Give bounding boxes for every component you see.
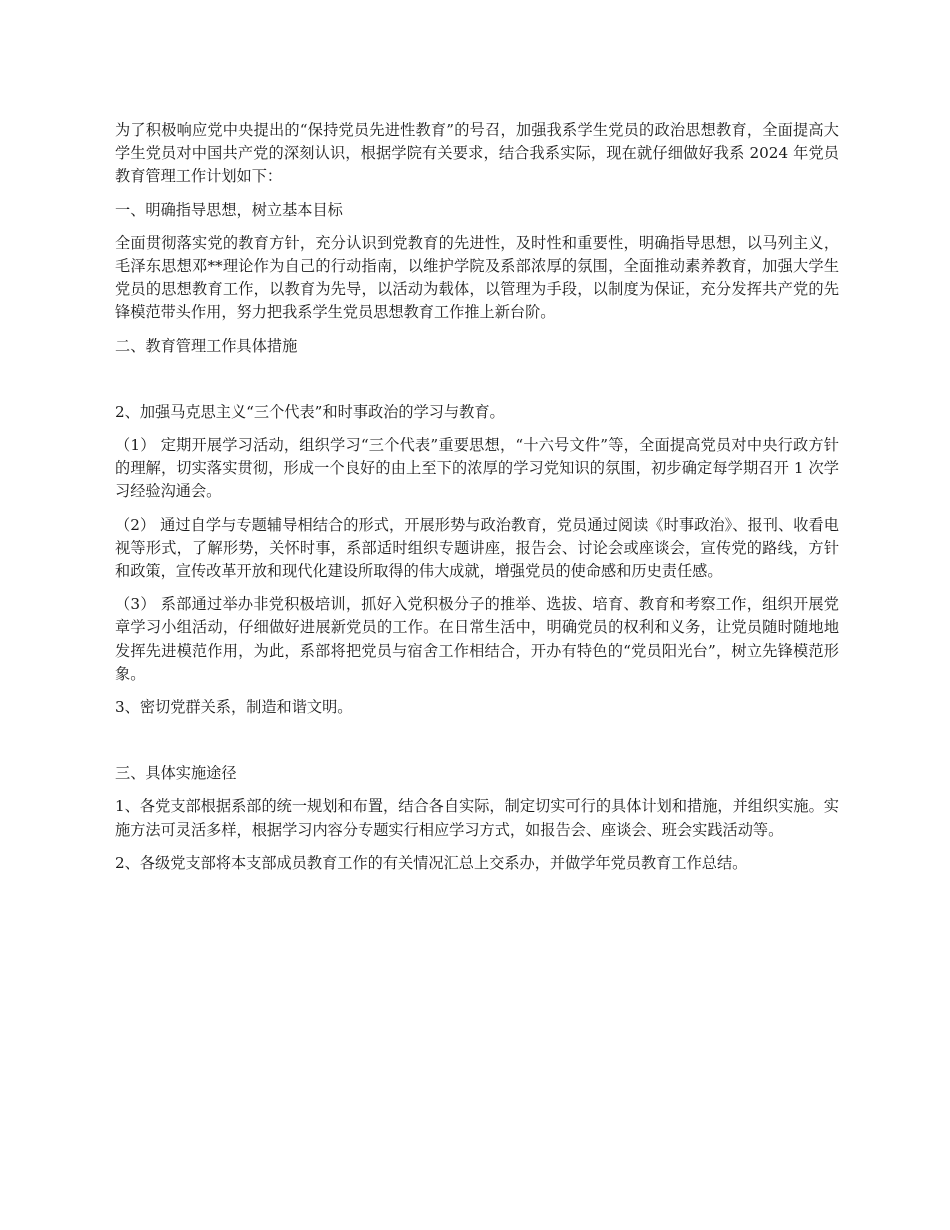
section-1-heading: 一、明确指导思想，树立基本目标 — [115, 200, 343, 219]
section-2-item-3: 3、密切党群关系，制造和谐文明。 — [115, 698, 353, 717]
section-3-item-1: 1、各党支部根据系部的统一规划和布置，结合各自实际，制定切实可行的具体计划和措施，并组织实施。实施方法可灵活多样，根据学习内容分专题实行相应学习方式，如报告会、座谈会、班会实践活动等。 — [115, 797, 839, 839]
section-3-heading: 三、具体实施途径 — [115, 764, 237, 783]
blank-spacer — [115, 729, 839, 762]
section-2-item-2: 2、加强马克思主义“三个代表”和时事政治的学习与教育。 — [115, 402, 505, 421]
blank-spacer — [115, 368, 839, 401]
section-2-sub-item-3: （3） 系部通过举办非党积极培训，抓好入党积极分子的推举、选拔、培育、教育和考察工作，组织开展党章学习小组活动，仔细做好进展新党员的工作。在日常生活中，明确党员的权利和义务，让党员随时随地地发挥先进模范作用，为此，系部将把党员与宿舍工作相结合，开办有特色的“党员阳光台”，树立先锋模范形象。 — [115, 595, 839, 683]
section-3-item-2: 2、各级党支部将本支部成员教育工作的有关情况汇总上交系办，并做学年党员教育工作总结。 — [115, 853, 748, 872]
section-2-sub-item-2: （2） 通过自学与专题辅导相结合的形式，开展形势与政治教育，党员通过阅读《时事政治》、报刊、收看电视等形式，了解形势，关怀时事，系部适时组织专题讲座，报告会、讨论会或座谈会，宣传党的路线，方针和政策，宣传改革开放和现代化建设所取得的伟大成就，增强党员的使命感和历史责任感。 — [115, 515, 839, 581]
section-2-sub-item-1: （1） 定期开展学习活动，组织学习“三个代表”重要思想，“十六号文件”等，全面提高党员对中央行政方针的理解，切实落实贯彻，形成一个良好的由上至下的浓厚的学习党知识的氛围，初步确定每学期召开 1 次学习经验沟通会。 — [115, 436, 839, 501]
intro-paragraph: 为了积极响应党中央提出的“保持党员先进性教育”的号召，加强我系学生党员的政治思想教育，全面提高大学生党员对中国共产党的深刻认识，根据学院有关要求，结合我系实际，现在就仔细做好我系 2024 年党员教育管理工作计划如下： — [115, 121, 839, 186]
section-1-body: 全面贯彻落实党的教育方针，充分认识到党教育的先进性，及时性和重要性，明确指导思想，以马列主义，毛泽东思想邓**理论作为自己的行动指南，以维护学院及系部浓厚的氛围，全面推动素养教育，加强大学生党员的思想教育工作，以教育为先导，以活动为载体，以管理为手段，以制度为保证，充分发挥共产党的先锋模范带头作用，努力把我系学生党员思想教育工作推上新台阶。 — [115, 233, 839, 322]
document-body — [115, 119, 839, 885]
section-2-heading: 二、教育管理工作具体措施 — [115, 336, 298, 355]
